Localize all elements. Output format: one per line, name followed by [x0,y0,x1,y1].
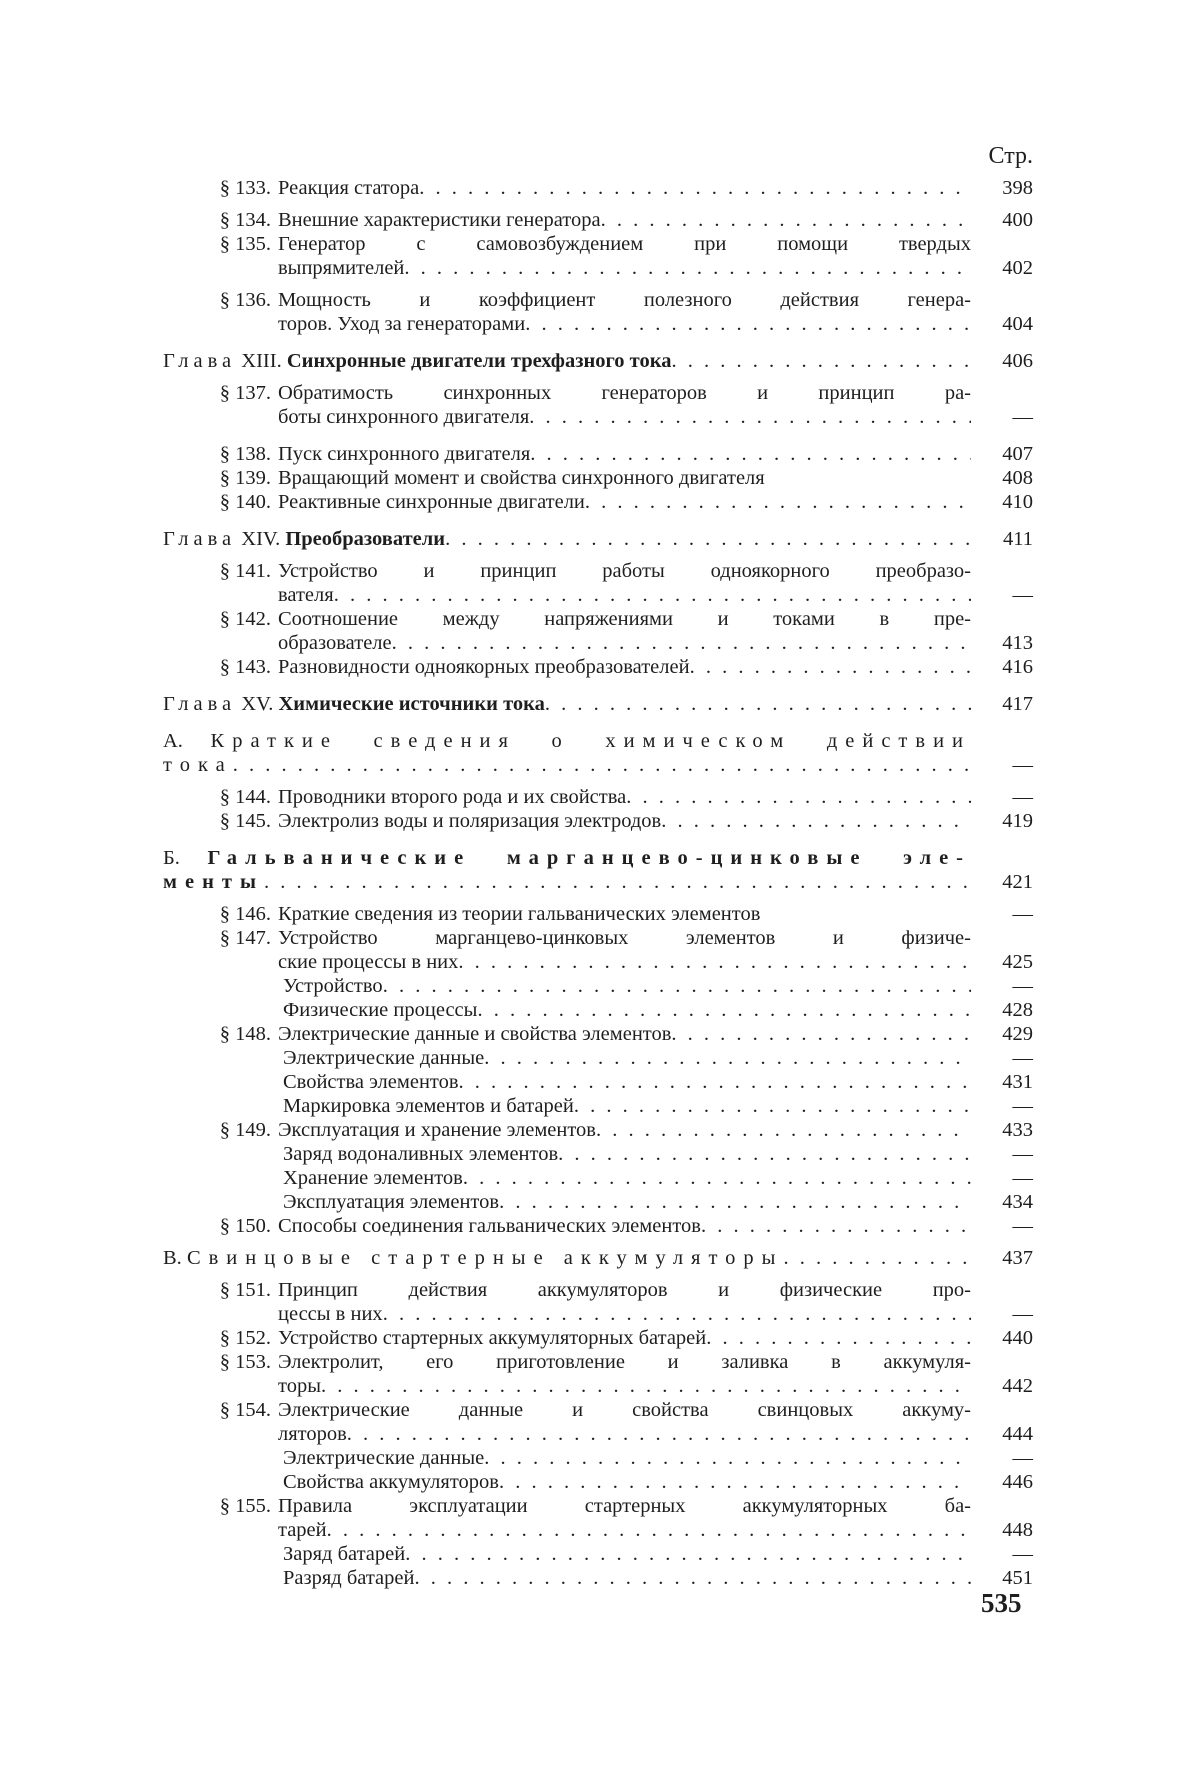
toc-entry [163,902,1033,926]
entry-title: Маркировка элементов и батарей [283,1094,574,1118]
leader-dots [383,1302,971,1326]
leader-dots [530,442,971,466]
page-number: 437 [971,1246,1033,1270]
leader-dots [321,1374,971,1398]
leader-dots [233,753,971,777]
page-number: — [971,1214,1033,1238]
section-number: § 155. [163,1494,278,1518]
section-number: § 140. [163,490,278,514]
toc-entry [163,381,1033,429]
page-number: — [971,902,1033,926]
page-number: 446 [971,1470,1033,1494]
page-number: 410 [971,490,1033,514]
part-title: менты [163,870,264,894]
section-number: § 145. [163,809,278,833]
page-number: 440 [971,1326,1033,1350]
toc-entry [163,232,1033,280]
toc-subentry [163,974,1033,998]
entry-title: Свойства элементов [283,1070,459,1094]
toc-subentry [163,1070,1033,1094]
page-number: — [971,785,1033,809]
toc-entry [163,442,1033,466]
leader-dots [458,950,971,974]
toc-entry [163,1278,1033,1326]
section-number: § 148. [163,1022,278,1046]
page-number: 406 [971,349,1033,373]
toc-subentry [163,998,1033,1022]
chapter-number: XV. [241,693,273,715]
toc-entry [163,288,1033,336]
leader-dots [327,1518,971,1542]
page-number: — [971,1446,1033,1470]
section-number: § 137. [163,381,278,405]
entry-title-line: Электрические данные и свойства свинцовых аккуму- [278,1398,971,1422]
entry-title: Способы соединения гальванических элементов [278,1214,701,1238]
page-number: 434 [971,1190,1033,1214]
leader-dots [445,527,971,551]
leader-dots [525,312,971,336]
leader-dots [463,1166,971,1190]
entry-title: Реактивные синхронные двигатели [278,490,585,514]
toc-entry [163,559,1033,607]
leader-dots [671,1022,971,1046]
leader-dots [392,631,971,655]
toc-entry [163,785,1033,809]
page-number: 417 [971,692,1033,716]
page-number: 433 [971,1118,1033,1142]
entry-title: Устройство стартерных аккумуляторных батарей [278,1326,706,1350]
toc-entry [163,1350,1033,1398]
toc-entry [163,1326,1033,1350]
entry-title: Заряд водоналивных элементов [283,1142,558,1166]
leader-dots [404,256,971,280]
section-number: § 154. [163,1398,278,1422]
toc-part [163,729,1033,777]
leader-dots [529,405,971,429]
entry-title: торы [278,1374,321,1398]
toc-chapter [163,349,1033,373]
toc-entry [163,1398,1033,1446]
page-number: 451 [971,1566,1033,1590]
entry-title: Электролиз воды и поляризация электродов [278,809,661,833]
leader-dots [419,176,971,200]
part-letter: А. [163,730,183,752]
toc-entry [163,1118,1033,1142]
entry-title: Проводники второго рода и их свойства [278,785,626,809]
book-page [0,0,1200,1790]
toc-subentry [163,1542,1033,1566]
toc-part [163,846,1033,894]
entry-title: Свойства аккумуляторов [283,1470,499,1494]
page-number: 448 [971,1518,1033,1542]
toc-subentry [163,1166,1033,1190]
page-number: — [971,1046,1033,1070]
toc-entry [163,1022,1033,1046]
entry-title-line: Генератор с самовозбуждением при помощи твердых [278,232,971,256]
page-number: 425 [971,950,1033,974]
toc-entry [163,490,1033,514]
page-number: 442 [971,1374,1033,1398]
leader-dots [585,490,971,514]
toc-chapter [163,527,1033,551]
entry-title: Устройство [283,974,383,998]
section-number: § 141. [163,559,278,583]
page-column-header: Стр. [163,136,1033,176]
part-title: Свинцовые стартерные аккумуляторы [187,1247,784,1269]
entry-title: Реакция статора [278,176,419,200]
toc-entry [163,176,1033,200]
toc-chapter [163,692,1033,716]
page-number: 431 [971,1070,1033,1094]
page-number: 400 [971,208,1033,232]
entry-title: ские процессы в них [278,950,458,974]
page-folio: 535 [981,1588,1022,1619]
page-number: — [971,1302,1033,1326]
chapter-title: Преобразователи [285,528,445,550]
entry-title-line: Соотношение между напряжениями и токами в пре- [278,607,971,631]
entry-title: выпрямителей [278,256,404,280]
section-number: § 151. [163,1278,278,1302]
leader-dots [414,1566,971,1590]
page-number: 428 [971,998,1033,1022]
section-number: § 134. [163,208,278,232]
page-number: 429 [971,1022,1033,1046]
entry-title: торов. Уход за генераторами [278,312,525,336]
toc-entry [163,1494,1033,1542]
page-number: — [971,753,1033,777]
toc-subentry [163,1470,1033,1494]
entry-title: Электрические данные [283,1446,484,1470]
section-number: § 150. [163,1214,278,1238]
part-title-line: Гальванические марганцево-цинковые эле- [208,847,971,869]
entry-title: Электрические данные [283,1046,484,1070]
toc-subentry [163,1046,1033,1070]
entry-title: Вращающий момент и свойства синхронного двигателя [278,466,765,490]
section-number: § 146. [163,902,278,926]
entry-title: Физические процессы [283,998,477,1022]
entry-title: Заряд батарей [283,1542,405,1566]
leader-dots [701,1214,971,1238]
leader-dots [574,1094,971,1118]
page-number: 419 [971,809,1033,833]
entry-title: Эксплуатация элементов [283,1190,499,1214]
page-number: — [971,1166,1033,1190]
entry-title: Пуск синхронного двигателя [278,442,530,466]
leader-dots [706,1326,971,1350]
toc-part [163,1246,1033,1270]
page-number: — [971,1094,1033,1118]
section-number: § 142. [163,607,278,631]
entry-title-line: Мощность и коэффициент полезного действия генера- [278,288,971,312]
toc-entry [163,1214,1033,1238]
toc-entry [163,809,1033,833]
entry-title: образователе [278,631,392,655]
toc-entry [163,208,1033,232]
leader-dots [383,974,971,998]
leader-dots [545,692,971,716]
leader-dots [671,349,971,373]
section-number: § 149. [163,1118,278,1142]
page-number: — [971,583,1033,607]
entry-title: Разряд батарей [283,1566,414,1590]
part-title: тока [163,753,233,777]
toc-subentry [163,1094,1033,1118]
chapter-title: Химические источники тока [279,693,545,715]
leader-dots [690,655,971,679]
leader-dots [347,1422,971,1446]
leader-dots [459,1070,971,1094]
toc-entry [163,926,1033,974]
page-number: — [971,405,1033,429]
entry-title: Хранение элементов [283,1166,463,1190]
entry-title: Электрические данные и свойства элементов [278,1022,671,1046]
page-number: 411 [971,527,1033,551]
leader-dots [484,1446,971,1470]
section-number: § 153. [163,1350,278,1374]
part-letter: Б. [163,847,180,869]
section-number: § 147. [163,926,278,950]
toc-subentry [163,1142,1033,1166]
leader-dots [264,870,971,894]
page-number: 407 [971,442,1033,466]
table-of-contents [163,136,1033,1590]
toc-entry [163,607,1033,655]
toc-entry [163,466,1033,490]
page-number: 408 [971,466,1033,490]
leader-dots [783,1246,971,1270]
entry-title-line: Электролит, его приготовление и заливка в аккумуля- [278,1350,971,1374]
chapter-number: XIII. [241,350,281,372]
section-number: § 152. [163,1326,278,1350]
toc-subentry [163,1566,1033,1590]
entry-title: ляторов [278,1422,347,1446]
toc-subentry [163,1190,1033,1214]
section-number: § 136. [163,288,278,312]
section-number: § 133. [163,176,278,200]
leader-dots [558,1142,971,1166]
page-number: — [971,1142,1033,1166]
chapter-label: Глава [163,350,236,372]
page-number: 404 [971,312,1033,336]
entry-title: вателя [278,583,334,607]
leader-dots [596,1118,971,1142]
leader-dots [477,998,971,1022]
leader-dots [499,1190,971,1214]
toc-entry [163,655,1033,679]
part-title-line: Краткие сведения о химическом действии [211,730,971,752]
leader-dots [601,208,971,232]
part-letter: В. [163,1247,182,1269]
page-number: 398 [971,176,1033,200]
section-number: § 143. [163,655,278,679]
section-number: § 144. [163,785,278,809]
entry-title-line: Устройство марганцево-цинковых элементов и физиче- [278,926,971,950]
entry-title: Внешние характеристики генератора [278,208,601,232]
leader-dots [405,1542,971,1566]
entry-title-line: Устройство и принцип работы одноякорного преобразо- [278,559,971,583]
section-number: § 139. [163,466,278,490]
entry-title: боты синхронного двигателя [278,405,529,429]
entry-title: тарей [278,1518,327,1542]
chapter-title: Синхронные двигатели трехфазного тока [287,350,672,372]
leader-dots [334,583,971,607]
page-number: 416 [971,655,1033,679]
entry-title-line: Обратимость синхронных генераторов и принцип ра- [278,381,971,405]
entry-title: Разновидности одноякорных преобразователей [278,655,690,679]
page-number: — [971,1542,1033,1566]
leader-dots [626,785,971,809]
leader-dots [661,809,971,833]
entry-title: Краткие сведения из теории гальванических элементов [278,902,760,926]
section-number: § 135. [163,232,278,256]
toc-subentry [163,1446,1033,1470]
entry-title-line: Принцип действия аккумуляторов и физические про- [278,1278,971,1302]
chapter-number: XIV. [241,528,280,550]
chapter-label: Глава [163,528,236,550]
entry-title: Эксплуатация и хранение элементов [278,1118,596,1142]
section-number: § 138. [163,442,278,466]
entry-title-line: Правила эксплуатации стартерных аккумуляторных ба- [278,1494,971,1518]
page-number: 413 [971,631,1033,655]
chapter-label: Глава [163,693,236,715]
page-number: 402 [971,256,1033,280]
entry-title: цессы в них [278,1302,383,1326]
page-number: — [971,974,1033,998]
leader-dots [484,1046,971,1070]
page-number: 444 [971,1422,1033,1446]
page-number: 421 [971,870,1033,894]
leader-dots [499,1470,971,1494]
